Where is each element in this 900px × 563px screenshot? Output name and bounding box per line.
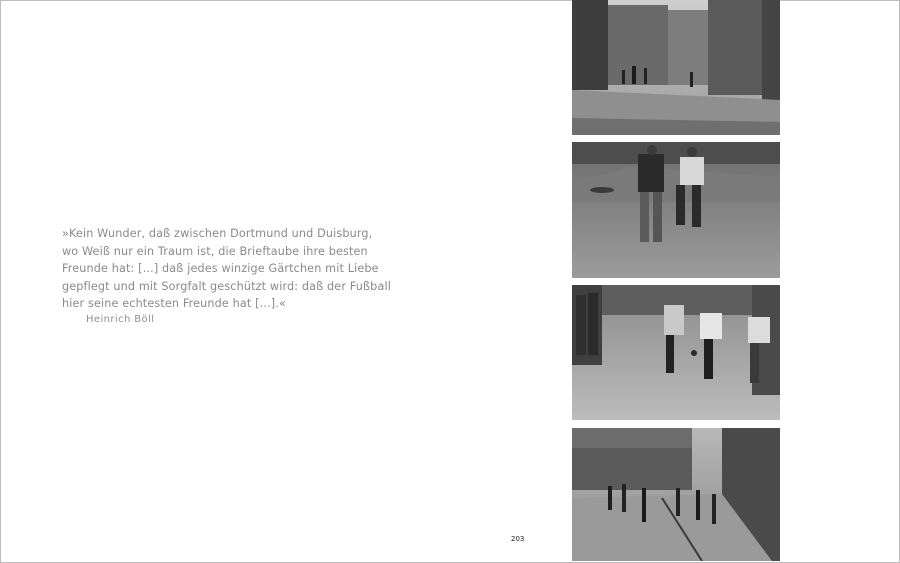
quote-line: »Kein Wunder, daß zwischen Dortmund und Duisburg, [62,227,373,240]
quote-author: Heinrich Böll [86,313,155,325]
page-number: 203 [511,535,525,543]
street-football-photo-icon [572,0,780,135]
photo-4 [572,428,780,561]
photo-2 [572,142,780,278]
street-football-photo-icon [572,142,780,278]
photo-3 [572,285,780,420]
quote-block [62,225,422,325]
photo-1 [572,0,780,135]
quote-line: wo Weiß nur ein Traum ist, die Brieftaube ihre besten [62,244,368,258]
street-football-photo-icon [572,285,780,420]
quote-line: Freunde hat: [...] daß jedes winzige Gärtchen mit Liebe [62,262,379,276]
street-football-photo-icon [572,428,780,561]
quote-line: hier seine echtesten Freunde hat [...].« [62,297,286,311]
quote-line: gepflegt und mit Sorgfalt geschützt wird: daß der Fußball [62,279,391,293]
